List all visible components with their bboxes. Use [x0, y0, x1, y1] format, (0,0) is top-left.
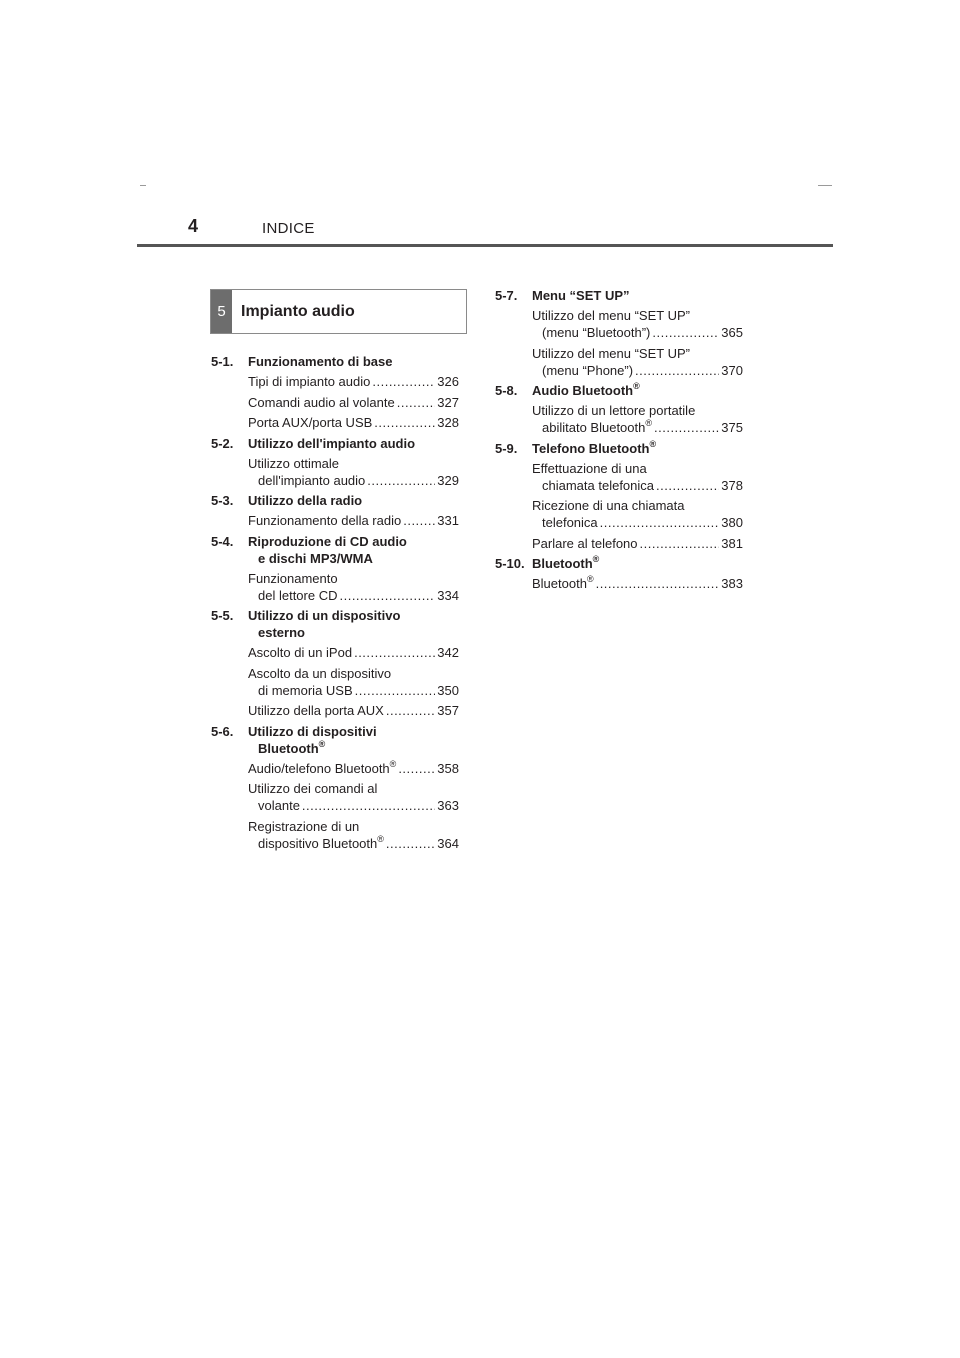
registered-mark: ®	[586, 574, 594, 584]
toc-entry[interactable]	[495, 460, 743, 494]
toc-chapter-heading[interactable]	[211, 353, 459, 370]
dot-leader	[302, 797, 435, 814]
dot-leader	[386, 835, 435, 852]
dot-leader	[397, 394, 436, 411]
toc-chapter-title: Funzionamento di base	[248, 354, 393, 369]
toc-entry-title: dispositivo Bluetooth	[258, 835, 378, 851]
toc-entry-title-line1: Utilizzo del menu “SET UP”	[532, 345, 690, 361]
toc-entry-title: Utilizzo della porta AUX	[248, 703, 384, 718]
toc-entry-title: chiamata telefonica	[542, 477, 655, 493]
section-heading	[210, 289, 467, 334]
toc-entry[interactable]	[211, 760, 459, 777]
toc-chapter	[211, 533, 459, 604]
toc-chapter	[211, 353, 459, 431]
toc-chapter-code: 5-4.	[211, 533, 234, 549]
toc-entry-title-line1: Ascolto da un dispositivo	[248, 665, 392, 681]
toc-chapter	[495, 287, 743, 379]
toc-entry[interactable]	[495, 402, 743, 436]
toc-chapter-heading[interactable]	[211, 533, 459, 567]
page-title: INDICE	[262, 220, 315, 237]
registered-mark: ®	[649, 438, 657, 449]
toc-page-number: 370	[721, 362, 743, 378]
toc-entry-title-line1: Utilizzo di un lettore portatile	[532, 403, 696, 418]
toc-page-number: 378	[721, 477, 743, 493]
toc-chapter	[495, 382, 743, 436]
toc-chapter-title: Utilizzo di un dispositivo	[248, 608, 401, 623]
toc-page-number: 350	[437, 682, 459, 698]
toc-chapter-code: 5-2.	[211, 435, 234, 451]
section-title: Impianto audio	[241, 302, 355, 320]
toc-chapter	[495, 555, 743, 592]
section-number-tab: 5	[211, 290, 232, 333]
dot-leader	[596, 575, 720, 592]
toc-entry-title: Parlare al telefono	[532, 535, 638, 551]
toc-chapter-heading[interactable]	[495, 555, 743, 572]
toc-entry-title: del lettore CD	[258, 587, 338, 603]
toc-entry[interactable]	[211, 818, 459, 852]
toc-entry-title-line1: Utilizzo ottimale	[248, 455, 340, 471]
toc-entry[interactable]	[211, 414, 459, 431]
toc-chapter-title: Bluetooth	[532, 556, 593, 571]
dot-leader	[374, 414, 435, 431]
toc-entry-title: volante	[258, 798, 300, 813]
toc-page-number: 363	[437, 798, 459, 813]
crop-mark-right	[818, 185, 832, 186]
dot-leader	[354, 644, 435, 661]
toc-entry-title: Comandi audio al volante	[248, 394, 395, 410]
registered-mark: ®	[318, 738, 326, 749]
dot-leader	[640, 535, 720, 552]
toc-page-number: 383	[721, 576, 743, 591]
toc-entry-title: Bluetooth	[532, 576, 587, 591]
toc-entry-title: telefonica	[542, 515, 598, 530]
toc-chapter-title: Telefono Bluetooth	[532, 440, 650, 456]
toc-entry-title-line1: Funzionamento	[248, 570, 338, 586]
toc-chapter	[495, 440, 743, 552]
toc-chapter	[211, 723, 459, 852]
toc-page-number: 328	[437, 415, 459, 430]
toc-chapter-title: Audio Bluetooth	[532, 383, 634, 398]
toc-entry[interactable]	[211, 512, 459, 529]
toc-entry[interactable]	[211, 702, 459, 719]
registered-mark: ®	[645, 418, 652, 428]
toc-page-number: 331	[437, 513, 459, 528]
toc-entry[interactable]	[211, 780, 459, 814]
dot-leader	[372, 373, 435, 390]
toc-chapter-title-line2: e dischi MP3/WMA	[258, 550, 373, 566]
toc-chapter-heading[interactable]	[211, 723, 459, 757]
header-rule	[137, 244, 833, 247]
toc-entry-title-line1: Utilizzo del menu “SET UP”	[532, 308, 690, 323]
toc-page-number: 364	[437, 835, 459, 851]
registered-mark: ®	[592, 554, 600, 564]
toc-entry-title-line1: Utilizzo dei comandi al	[248, 781, 378, 796]
toc-page-number: 358	[437, 760, 459, 776]
toc-chapter	[211, 492, 459, 529]
dot-leader	[398, 760, 435, 777]
toc-entry-title: Audio/telefono Bluetooth	[248, 760, 390, 776]
page-number: 4	[188, 216, 199, 236]
toc-entry-title: Funzionamento della radio	[248, 513, 402, 528]
toc-entry[interactable]	[211, 373, 459, 390]
toc-page-number: 326	[437, 374, 459, 389]
toc-chapter-code: 5-9.	[495, 440, 518, 456]
toc-page-number: 375	[721, 420, 743, 435]
toc-page-number: 357	[437, 703, 459, 718]
dot-leader	[600, 514, 720, 531]
dot-leader	[652, 324, 719, 341]
toc-chapter-heading[interactable]	[211, 492, 459, 509]
dot-leader	[656, 477, 719, 494]
toc-page-number: 342	[437, 645, 459, 660]
toc-column-left	[211, 353, 459, 855]
dot-leader	[403, 512, 435, 529]
toc-chapter-heading[interactable]	[211, 607, 459, 641]
toc-entry[interactable]	[211, 394, 459, 411]
toc-page-number: 381	[721, 535, 743, 551]
dot-leader	[635, 362, 719, 379]
dot-leader	[367, 472, 435, 489]
toc-entry[interactable]	[495, 575, 743, 592]
toc-entry-title: Ascolto di un iPod	[248, 645, 353, 660]
toc-chapter-code: 5-1.	[211, 354, 234, 369]
toc-page-number: 365	[721, 325, 743, 340]
toc-entry[interactable]	[211, 665, 459, 699]
toc-chapter-title: Utilizzo di dispositivi	[248, 723, 377, 739]
toc-chapter-title: Riproduzione di CD audio	[248, 533, 407, 549]
toc-chapter-title-line2: esterno	[258, 625, 305, 640]
registered-mark: ®	[389, 758, 397, 769]
dot-leader	[355, 682, 436, 699]
toc-page-number: 334	[437, 587, 459, 603]
toc-entry[interactable]	[211, 455, 459, 489]
toc-entry[interactable]	[495, 497, 743, 531]
dot-leader	[339, 587, 435, 604]
toc-column-right	[495, 287, 743, 596]
toc-chapter	[211, 435, 459, 489]
toc-chapter-heading[interactable]	[211, 435, 459, 452]
registered-mark: ®	[377, 833, 384, 844]
toc-page-number: 380	[721, 515, 743, 530]
toc-chapter-heading[interactable]	[495, 287, 743, 304]
dot-leader	[654, 419, 719, 436]
toc-entry-title: Tipi di impianto audio	[248, 374, 371, 389]
toc-chapter	[211, 607, 459, 719]
registered-mark: ®	[633, 381, 640, 391]
toc-chapter-title: Utilizzo della radio	[248, 493, 363, 508]
toc-entry-title: (menu “Phone”)	[542, 362, 634, 378]
toc-entry-title-line1: Registrazione di un	[248, 818, 360, 834]
dot-leader	[386, 702, 435, 719]
toc-entry-title-line1: Effettuazione di una	[532, 460, 647, 476]
toc-entry-title: dell'impianto audio	[258, 472, 366, 488]
toc-chapter-code: 5-6.	[211, 723, 234, 739]
toc-chapter-code: 5-8.	[495, 383, 518, 398]
toc-chapter-code: 5-5.	[211, 608, 234, 623]
toc-entry-title: Porta AUX/porta USB	[248, 415, 373, 430]
toc-chapter-code: 5-7.	[495, 288, 518, 303]
toc-chapter-title: Utilizzo dell'impianto audio	[248, 435, 416, 451]
toc-chapter-title: Menu “SET UP”	[532, 288, 630, 303]
toc-entry-title: (menu “Bluetooth”)	[542, 325, 651, 340]
toc-entry-title-line1: Ricezione di una chiamata	[532, 498, 685, 513]
toc-chapter-title-line2: Bluetooth	[258, 740, 319, 756]
toc-chapter-heading[interactable]	[495, 440, 743, 457]
crop-mark-left	[140, 185, 146, 186]
toc-entry[interactable]	[495, 307, 743, 341]
toc-page-number: 329	[437, 472, 459, 488]
toc-entry[interactable]	[495, 535, 743, 552]
toc-chapter-code: 5-3.	[211, 493, 234, 508]
toc-entry[interactable]	[211, 644, 459, 661]
toc-entry-title: abilitato Bluetooth	[542, 420, 646, 435]
toc-page-number: 327	[437, 394, 459, 410]
toc-entry-title: di memoria USB	[258, 682, 353, 698]
toc-entry[interactable]	[495, 345, 743, 379]
toc-entry[interactable]	[211, 570, 459, 604]
toc-chapter-heading[interactable]	[495, 382, 743, 399]
toc-chapter-code: 5-10.	[495, 556, 525, 571]
